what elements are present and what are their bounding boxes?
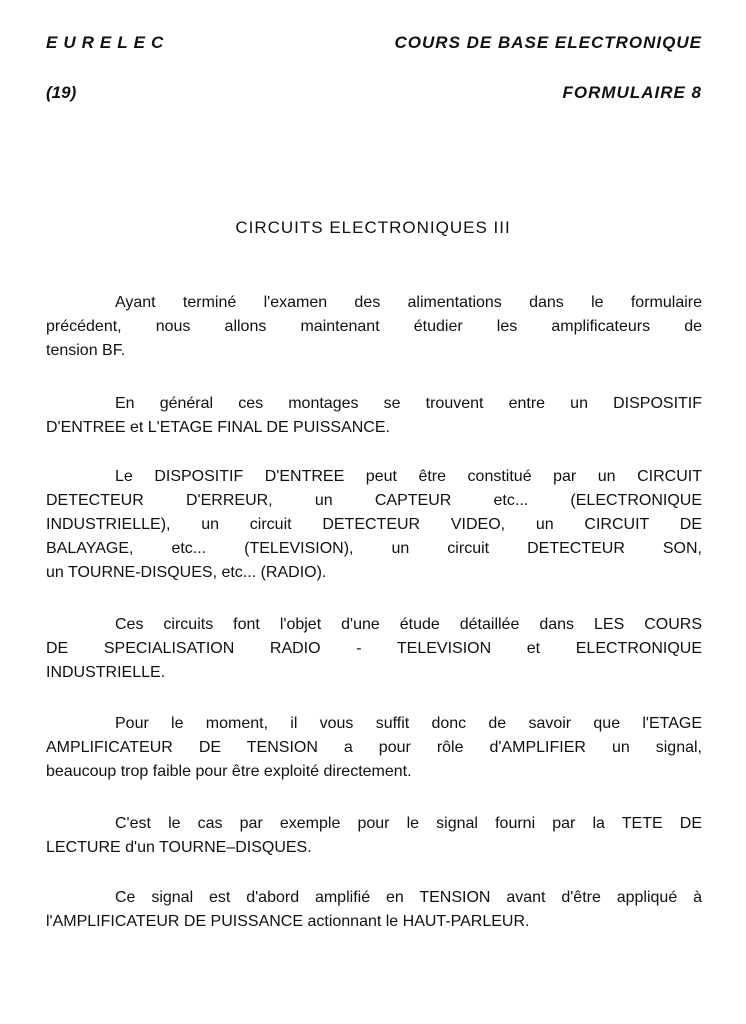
paragraph-1-line-1: Ayant terminé l'examen des alimentations dans le formulaire (115, 294, 702, 311)
paragraph-4-line-3: INDUSTRIELLE. (46, 664, 166, 681)
paragraph-2-line-1: En général ces montages se trouvent entre un DISPOSITIF (115, 395, 702, 412)
paragraph-5-line-2: AMPLIFICATEUR DE TENSION a pour rôle d'AMPLIFIER un signal, (46, 739, 702, 756)
paragraph-3-line-1: Le DISPOSITIF D'ENTREE peut être constitué par un CIRCUIT (115, 468, 702, 485)
paragraph-3-line-2: DETECTEUR D'ERREUR, un CAPTEUR etc... (ELECTRONIQUE (46, 492, 702, 509)
paragraph-7 (46, 886, 702, 934)
paragraph-3-line-5: un TOURNE-DISQUES, etc... (RADIO). (46, 564, 327, 581)
paragraph-1 (46, 291, 702, 363)
paragraph-6 (46, 812, 702, 860)
paragraph-4-line-1: Ces circuits font l'objet d'une étude détaillée dans LES COURS (115, 616, 702, 633)
paragraph-6-line-2: LECTURE d'un TOURNE–DISQUES. (46, 839, 312, 856)
paragraph-3-line-4: BALAYAGE, etc... (TELEVISION), un circuit DETECTEUR SON, (46, 540, 702, 557)
paragraph-1-line-2: précédent, nous allons maintenant étudier les amplificateurs de (46, 318, 702, 335)
paragraph-5-line-1: Pour le moment, il vous suffit donc de savoir que l'ETAGE (115, 715, 702, 732)
paragraph-7-line-1: Ce signal est d'abord amplifié en TENSION avant d'être appliqué à (115, 889, 702, 906)
paragraph-2-line-2: D'ENTREE et L'ETAGE FINAL DE PUISSANCE. (46, 419, 390, 436)
section-title: CIRCUITS ELECTRONIQUES III (235, 218, 511, 237)
course-title: COURS DE BASE ELECTRONIQUE (394, 33, 702, 52)
paragraph-3 (46, 465, 702, 585)
paragraph-7-line-2: l'AMPLIFICATEUR DE PUISSANCE actionnant le HAUT-PARLEUR. (46, 913, 530, 930)
form-number: FORMULAIRE 8 (562, 83, 702, 102)
paragraph-2 (46, 392, 702, 440)
paragraph-3-line-3: INDUSTRIELLE), un circuit DETECTEUR VIDEO, un CIRCUIT DE (46, 516, 702, 533)
publisher-name: EURELEC (46, 33, 170, 52)
paragraph-1-line-3: tension BF. (46, 342, 126, 359)
paragraph-4 (46, 613, 702, 685)
paragraph-4-line-2: DE SPECIALISATION RADIO - TELEVISION et ELECTRONIQUE (46, 640, 702, 657)
paragraph-5-line-3: beaucoup trop faible pour être exploité directement. (46, 763, 412, 780)
page-number: (19) (46, 83, 77, 102)
paragraph-5 (46, 712, 702, 784)
paragraph-6-line-1: C'est le cas par exemple pour le signal fourni par la TETE DE (115, 815, 702, 832)
